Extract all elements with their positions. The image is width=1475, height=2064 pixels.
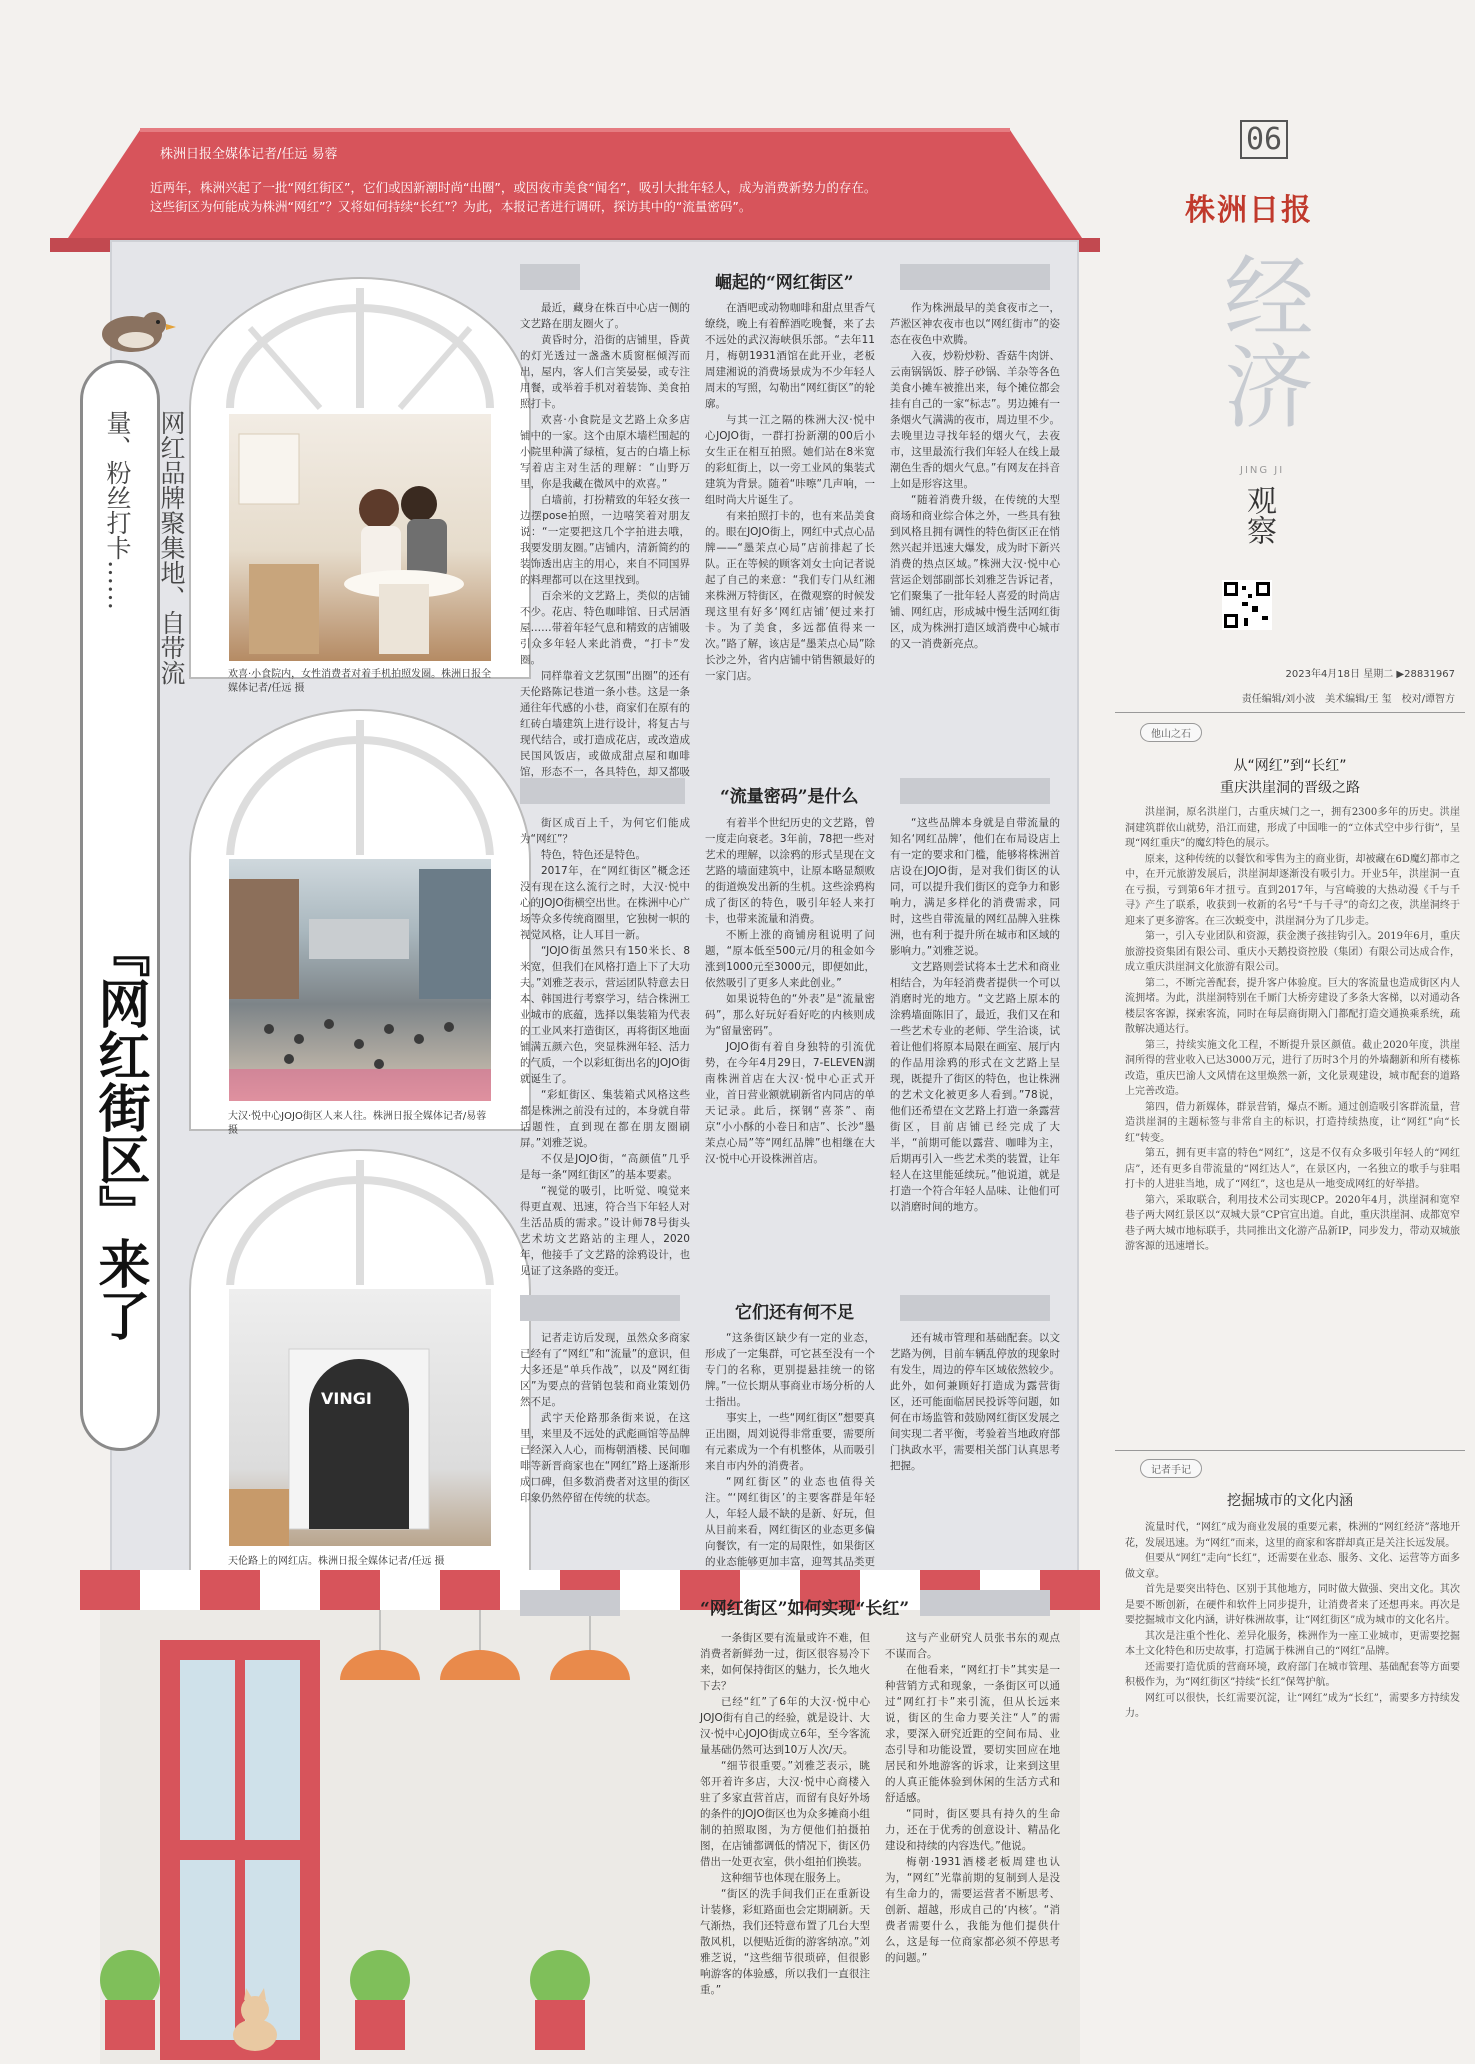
paper-name: 株洲日报 xyxy=(1185,193,1313,228)
bird-icon xyxy=(92,300,178,360)
section2-col1: 街区成百上千，为何它们能成为“网红”？ 特色，特色还是特色。 2017年，在“网红街区”概念还没有现在这么流行之时，大汉·悦中心的JOJO街横空出世。在株洲中心广场等众多传统商圈里，它独树一帜的视觉风格，让人耳目一新。 “JOJO街虽然只有150米长、8米宽，但我们在风格打造上下了大功夫。”刘雅芝表示，营运团队特意去日本、韩国进行考察学习，结合株洲工业城市的底蕴，选择以集装箱为代表的工业风来打造街区，再将街区地面铺满五颜六色，突显株洲年轻、活力的气质，一个以彩虹街出名的JOJO街就诞生了。 “彩虹街区、集装箱式风格这些都是株洲之前没有过的，本身就自带话题性，直到现在都在朋友圈刷屏。”刘雅芝说。 不仅是JOJO街，“高颜值”几乎是每一条“网红街区”的基本要素。 “视觉的吸引，比听觉、嗅觉来得更直观、迅速，符合当下年轻人对生活品质的需求。”设计师78号街头艺术坊文艺路站的主理人，2020年，他接手了文艺路的涂鸦设计，也见证了这条路的变迁。 xyxy=(520,817,690,1277)
storefront-sign: VINGI xyxy=(321,1389,372,1408)
issue-date xyxy=(1140,665,1455,680)
section-name: 经济 xyxy=(1208,250,1313,430)
headline-subtitle: 网红品牌聚集地、自带流量、粉丝打卡…… xyxy=(103,410,186,685)
section-bar-right xyxy=(900,1295,1050,1321)
section-bar-left xyxy=(520,264,580,290)
divider xyxy=(1115,712,1465,713)
section-title-4: “网红街区”如何实现“长红” xyxy=(700,1599,910,1619)
sidebar-title-1a: 从“网红”到“长红” xyxy=(1233,758,1347,774)
street-scene xyxy=(229,859,491,1101)
sidebar-tag-2 xyxy=(1140,1458,1202,1478)
tag-label: 他山之石 xyxy=(1140,723,1202,742)
section-pinyin: JING JI xyxy=(1240,465,1285,476)
sidebar-body-1: 洪崖洞，原名洪崖门，古重庆城门之一，拥有2300多年的历史。洪崖洞建筑群依山就势，沿江而建，形成了中国唯一的“立体式空中步行街”，呈现“网红重庆”的魔幻特色的展示。 原来，这种传统的以餐饮和零售为主的商业街，却被藏在6D魔幻都市之中，在开元旅游发展后，洪崖洞却逐渐没有吸引力。开业5年，洪崖洞一直在亏损，亏到第6年才扭亏。直到2017年，与宫崎骏的大热动漫《千与千寻》产生了联系，收获到一枚新的名号“千与千寻”的奇幻之夜，洪崖洞终于迎来了更多游客。在三次蜕变中，洪崖洞分为了几步走。 第一，引入专业团队和资源，获金澳子孩挂钩引入。2019年6月，重庆旅游投资集团有限公司、重庆小天鹅投资控股（集团）有限公司达成合作，成立重庆洪崖洞文化旅游有限公司。 第二，不断完善配套，提升客户体验度。巨大的客流量也造成街区内人流拥堵。为此，洪崖洞特别在千厮门大桥旁建设了多条大客梯，以对通动各楼层客客源，探索客流，同时在每层商街期入门都配打造交通换乘系统，疏散解决通达行。 第三，持续实施文化工程，不断提升景区颜值。截止2020年度，洪崖洞所得的营业收入已达3000万元，进行了历时3个月的外墙翻新和所有楼栋改造，重庆巴渝人文风情在这里焕然一新，文化景观建设，城市配套的道路上完善改造。 第四，借力新媒体，群景营销，爆点不断。通过创造吸引客群流量，营造洪崖洞的主题标签与非常自主的标识，打造持续热度，让“网红”向“长红”转变。 第五，拥有更丰富的特色“网红”，这是不仅有众多吸引年轻人的“网红店”，还有更多自带流量的“网红达人”，在景区内，一名独立的歌手与驻唱打卡的人进驻当地，成了“网红”，这也是从一地变成网红的好举措。 第六，采取联合，利用技术公司实现CP。2020年4月，洪崖洞和宽窄巷子两大网红景区以“双城大景”CP官宣出道。自此，重庆洪崖洞、成都宽窄巷子两大城市地标联手，共同推出文化游产品新IP，同步发力，带动双城旅游客源的迅速增长。 xyxy=(1125,807,1460,1252)
photo-jojo-street xyxy=(225,855,495,1105)
section-bar-left xyxy=(520,1590,620,1616)
section2-col2: 有着半个世纪历史的文艺路，曾一度走向衰老。3年前，78把一些对艺术的理解，以涂鸦的形式呈现在文艺路的墙面建筑中，让原本略显颓败的街道焕发出新的生机。这些涂鸦构成了街区的特色，吸引年轻人来打卡，也带来流量和消费。 不断上涨的商铺房租说明了问题，“原本低至500元/月的租金如今涨到1000元至3000元，即便如此，依然吸引了更多人来此创业。” 如果说特色的“外表”是“流量密码”，那么好玩好看好吃的内核则成为“留量密码”。 JOJO街有着自身独特的引流优势，在今年4月29日，7-ELEVEN湖南株洲首店在大汉·悦中心正式开业，首日营业额就刷新省内同店的单天记录。此后，探钢“喜茶”、南京“小小酥的小卷日和店”、长沙“墨茉点心局”等“网红品牌”也相继在大汉·悦中心开设株洲首店。 xyxy=(705,817,875,1165)
section-title-1: 崛起的“网红街区” xyxy=(715,273,854,293)
section-bar-right xyxy=(900,264,1050,290)
divider xyxy=(1115,1450,1465,1451)
byline: 株洲日报全媒体记者/任远 易蓉 xyxy=(160,147,338,162)
date-text: 2023年4月18日 星期二 xyxy=(1285,669,1394,680)
shopfront-scene xyxy=(229,1289,491,1546)
section-title-2: “流量密码”是什么 xyxy=(720,787,859,807)
headline-title: 『网红街区』来了 xyxy=(89,925,150,1341)
tag-label: 记者手记 xyxy=(1140,1459,1202,1478)
subsection-name: 观察 xyxy=(1241,485,1276,545)
section-bar-right xyxy=(900,778,1050,804)
sidebar-title-2: 挖掘城市的文化内涵 xyxy=(1227,1493,1353,1509)
photo-cafe xyxy=(225,410,495,665)
caption-photo1: 欢喜·小食院内，女性消费者对着手机拍照发圈。株洲日报全媒体记者/任远 摄 xyxy=(228,669,492,694)
section-bar-left xyxy=(520,778,685,804)
section3-col2: “这条街区缺少有一定的业态，形成了一定集群，可它甚至没有一个专门的名称，更别提悬挂统一的铭牌。”一位长期从事商业市场分析的人士指出。 事实上，一些“网红街区”想要真正出圈，周刘说得非常重要，需要所有元素成为一个有机整体，从而吸引来自市内外的消费者。 “网红街区”的业态也值得关注。“‘网红街区’的主要客群是年轻人，年轻人最不缺的是新、好玩，但从目前来看，网红街区的业态更多偏向餐饮，有一定的局限性，如果街区的业态能够更加丰富，迎驾其品类更 xyxy=(705,1332,875,1568)
section-title-3: 它们还有何不足 xyxy=(735,1303,854,1323)
sidebar-title-1b: 重庆洪崖洞的晋级之路 xyxy=(1220,780,1360,796)
section-bar-left xyxy=(520,1295,680,1321)
caption-photo2: 大汉·悦中心JOJO街区人来人往。株洲日报全媒体记者/易蓉 摄 xyxy=(228,1111,487,1136)
editors: 责任编辑/刘小波 美术编辑/王 玺 校对/谭智方 xyxy=(1241,694,1455,705)
qr-code-icon xyxy=(1222,580,1272,630)
page-number: 06 xyxy=(1240,120,1288,159)
sidebar-body-2: 流量时代，“网红”成为商业发展的重要元素，株洲的“网红经济”落地开花，发展迅速。为“网红”而来，这里的商家和客群却真正是关注长远发展。 但要从“网红”走向“长红”，还需要在业态、服务、文化、运营等方面多做文章。 首先是要突出特色、区别于其他地方，同时做大做强、突出文化。其次是要不断创新，在硬件和软件上同步提升，让消费者来了还想再来。再次是要挖掘城市文化内涵，讲好株洲故事，让“网红街区”成为城市的文化名片。 其次是注重个性化、差异化服务，株洲作为一座工业城市，更需要挖掘本土文化特色和历史故事，打造属于株洲自己的“网红”品牌。 还需要打造优质的营商环境，政府部门在城市管理、基础配套等方面要积极作为，为“网红街区”持续“长红”保驾护航。 网红可以很快，长红需要沉淀，让“网红”成为“长红”，需要多方持续发力。 xyxy=(1125,1522,1460,1719)
sidebar-tag-1 xyxy=(1140,722,1202,742)
section4-col1: 一条街区要有流量或许不难，但消费者新鲜劲一过，街区很容易冷下来，如何保持街区的魅力，长久地火下去？ 已经“红”了6年的大汉·悦中心JOJO街有自己的经验，就是设计、大汉·悦中心JOJO街成立6年，至今客流量基础仍然可达到10万人次/天。 “细节很重要。”刘雅芝表示，眺邻开着许多店，大汉·悦中心商楼入驻了多家直营首店，而留有良好外场的条件的JOJO街区也为众多摊商小组制的拍照取图，为方便他们拍摄拍图，在店铺都调低的情况下，街区仍借出一处更衣室，供小组拍们换装。 这种细节也体现在服务上。 “街区的洗手间我们正在重新设计装修，彩虹路面也会定期刷新。天气渐热，我们还特意布置了几台大型散风机，以便贴近街的游客纳凉。”刘雅芝说，“这些细节很琐碎，但很影响游客的体验感，所以我们一直很注重。” xyxy=(700,1632,870,1996)
photo-tianlun-road xyxy=(225,1285,495,1550)
section1-col3: 作为株洲最早的美食夜市之一，芦淞区神农夜市也以“网红街市”的姿态在夜色中欢腾。 入夜，炒粉炒粉、香菇牛肉饼、云南锅锅饭、脖子砂锅、羊杂等各色美食小摊车被推出来，每个摊位都会挂有自己的一家“标志”。男边摊有一条烟火气满满的夜市，周边里不少。去晚里边寻找年轻的烟火气，去夜市，这里最流行我们年轻人在线上最潮色生香的烟火气息。”有网友在抖音上如是形容这里。 “随着消费升级，在传统的大型商场和商业综合体之外，一些具有独到风格且拥有调性的特色街区正在悄然兴起并迅速大爆发，成为时下新兴消费的热点区域。”株洲大汉·悦中心营运企划部副部长刘雅芝告诉记者，它们聚集了一批年轻人喜爱的时尚店铺、网红店，形成城中慢生活网红街区，成为株洲打造区域消费中心城市的又一消费新亮点。 xyxy=(890,302,1060,650)
section3-col1: 记者走访后发现，虽然众多商家已经有了“网红”和“流量”的意识，但大多还是“单兵作战”，以及“网红街区”为要点的营销包装和商业策划仍然不足。 武宇天伦路那条街来说，在这里，来里及不远处的武彪画馆等品牌已经深入人心，而梅朝酒楼、民间咖啡等新晋商家也在“网红”路上逐渐形成口碑，但多数消费者对这里的街区印象仍然停留在传统的状态。 xyxy=(520,1332,690,1504)
section1-col1: 最近，藏身在株百中心店一侧的文艺路在朋友圈火了。 黄昏时分，沿街的店铺里，昏黄的灯光透过一盏盏木质窗框倾泻而出，屋内，客人们言笑晏晏，或专注用餐，或举着手机对着装饰、美食拍照打卡。 欢喜·小食院是文艺路上众多店铺中的一家。这个由原木墙栏围起的小院里种满了绿植，复古的白墙上标写着店主对生活的理解：“山野万里，你是我藏在微风中的欢喜。” 白墙前，打扮精致的年轻女孩一边摆pose拍照，一边嘻笑着对朋友说：“一定要把这几个字拍进去哦，我要发朋友圈。”店铺内，清新简约的装饰透出店主的用心，来自不同国界的料理都可以在这里找到。 百余米的文艺路上，类似的店铺不少。花店、特色咖啡馆、日式居酒屋……带着年轻气息和精致的店铺吸引众多年轻人来此消费，“打卡”发圈。 同样靠着文艺氛围“出圈”的还有天伦路陈记巷道一条小巷。这是一条通往年代感的小巷，商家们在原有的红砖白墙建筑上进行设计，将复古与现代结合，或打造成花店，或改造成民国风饭店，或做成甜点屋和咖啡馆，形态不一，各具特色，却又都吸 xyxy=(520,302,690,778)
caption-photo3: 天伦路上的网红店。株洲日报全媒体记者/任远 摄 xyxy=(228,1556,445,1567)
hotline: ▶28831967 xyxy=(1396,669,1455,680)
section2-col3: “这些品牌本身就是自带流量的知名‘网红品牌’，他们在布局设店上有一定的要求和门槛，能够将株洲首店设在JOJO街，是对我们街区的认同，可以提升我们街区的竞争力和影响力，满足多样化的消费需求，同时，这些自带流量的网红品牌入驻株洲，也有利于提升所在城市和区域的影响力。”刘雅芝说。 文艺路则尝试将本土艺术和商业相结合，为年轻消费者提供一个可以消磨时光的地方。“文艺路上原本的涂鸦墙面陈旧了，最近，我们又在和一些艺术专业的老师、学生洽谈，试着让他们将原本局限在画室、展厅内的作品用涂鸦的形式在文艺路上呈现，既提升了街区的特色，也让株洲的艺术文化被更多人看到。”78说，他们还希望在文艺路上打造一条露营街区，目前店铺已经完成了大半，“前期可能以露营、咖啡为主，后期再引入一些艺术类的装置，让年轻人在这里能延续玩。”他说道，就是打造一个符合年轻人品味、让他们可以消磨时间的地方。 xyxy=(890,817,1060,1213)
lead-paragraph: 近两年，株洲兴起了一批“网红街区”，它们或因新潮时尚“出圈”，或因夜市美食“闻名”，吸引大批年轻人，成为消费新势力的存在。这些街区为何能成为株洲“网红”？又将如何持续“长红”？为此，本报记者进行调研，探访其中的“流量密码”。 xyxy=(150,180,877,214)
cafe-scene xyxy=(229,414,491,661)
section1-col2: 在酒吧或动物咖啡和甜点里香气缭绕，晚上有着醉酒吃晚餐，来了去不远处的武汉海峡俱乐部。“去年11月，梅朝1931酒馆在此开业，老板周建湘说的消费场景成为不少年轻人周末的写照，勾勒出“网红街区”的轮廓。 与其一江之隔的株洲大汉·悦中心JOJO街，一群打扮新潮的00后小女生正在相互拍照。她们站在8米宽的彩虹街上，以一旁工业风的集装式建筑为背景。随着“咔嚓”几声响，一组时尚大片诞生了。 有来拍照打卡的，也有来品美食的。眼在JOJO街上，网红中式点心品牌——“墨茉点心局”店前排起了长队。正在等候的顾客刘女士向记者说起了自己的来意：“我们专门从红湘来株洲万特街区，在微观察的时候发现这里有好多‘网红店铺’便过来打卡。为了美食，多远都值得来一次。”路了解，该店是“墨茉点心局”除长沙之外，省内店铺中销售额最好的一家门店。 xyxy=(705,302,875,682)
section-bar-right xyxy=(920,1590,1050,1616)
section4-col2: 这与产业研究人员张书东的观点不谋而合。 在他看来，“网红打卡”其实是一种营销方式和现象，一条街区可以通过“网红打卡”来引流，但从长远来说，街区的生命力要关注“人”的需求，要深入研究近距的空间布局、业态引导和功能设置，要切实回应在地居民和外地游客的诉求，让来到这里的人真正能体验到休闲的生活方式和舒适感。 “同时，街区要具有持久的生命力，还在于优秀的创意设计、精品化建设和持续的内容迭代。”他说。 梅朝·1931酒楼老板周建也认为，“网红”光靠前期的复制到人是没有生命力的，需要运营者不断思考、创新、超越，形成自己的‘内核’。“消费者需要什么，我能为他们提供什么，这是每一位商家都必须不停思考的问题。” xyxy=(885,1632,1060,1964)
section3-col3: 还有城市管理和基础配套。以文艺路为例，目前车辆乱停放的现象时有发生，周边的停车区域依然较少。此外，如何兼顾好打造成为露营街区，还可能面临居民投诉等问题，如何在市场监管和鼓励网红街区发展之间实现二者平衡，考验着当地政府部门执政水平，需要相关部门认真思考把握。 xyxy=(890,1332,1060,1472)
